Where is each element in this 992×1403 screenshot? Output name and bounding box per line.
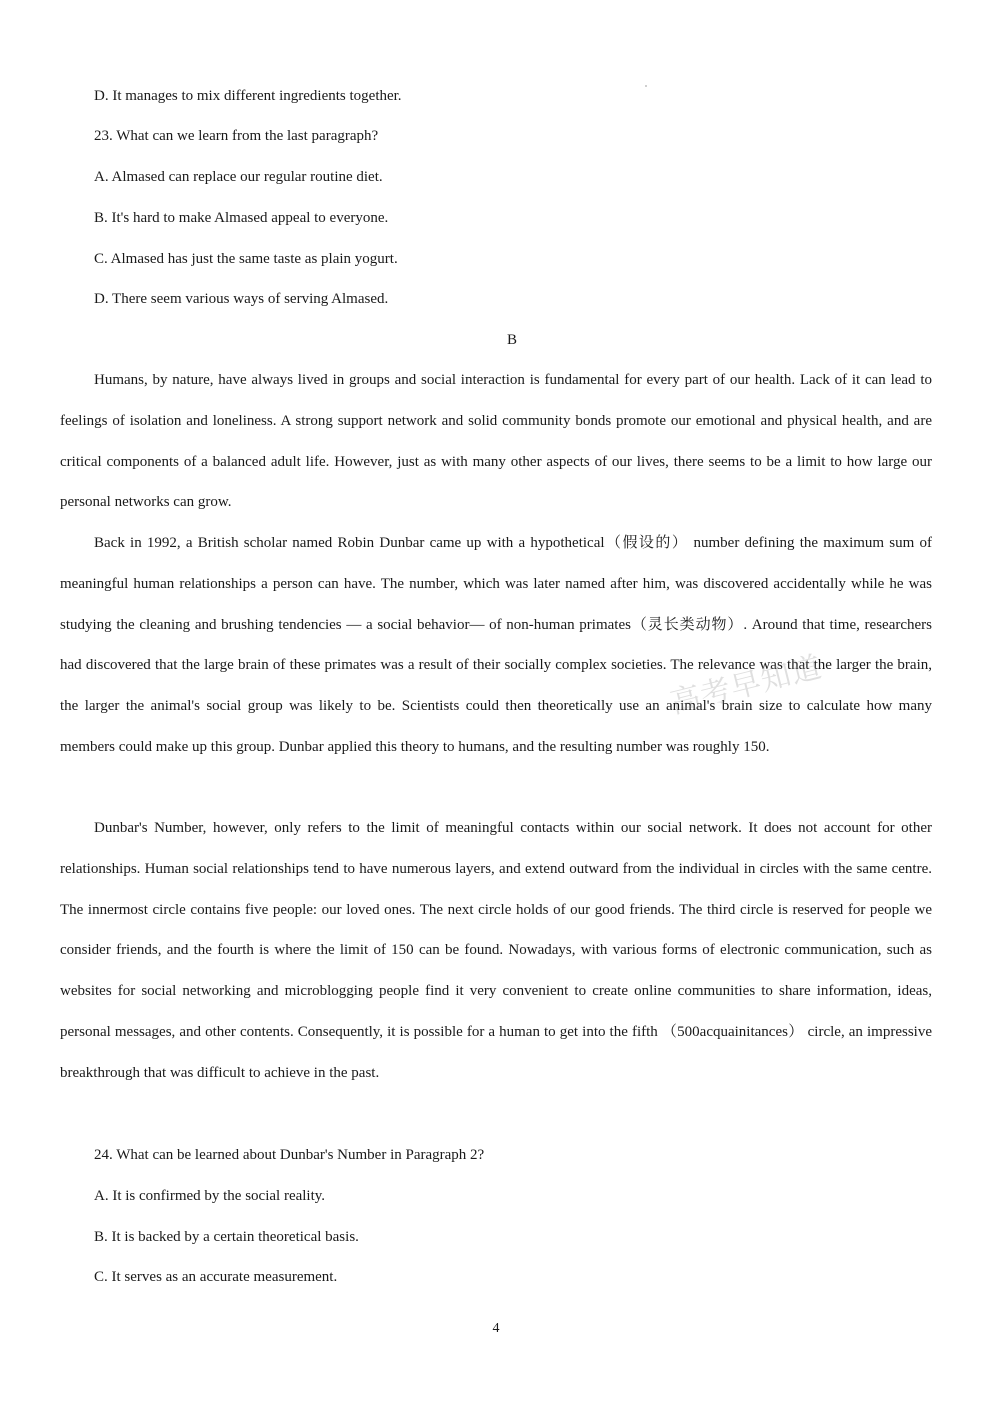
page-number: 4	[492, 1321, 500, 1336]
q24-option-b: B. It is backed by a certain theoretical basis.	[94, 1229, 359, 1245]
q24-option-c: C. It serves as an accurate measurement.	[94, 1269, 338, 1285]
q22-option-d: D. It manages to mix different ingredients together.	[94, 88, 402, 104]
q23-option-d: D. There seem various ways of serving Almased.	[94, 291, 389, 307]
section-heading: B	[506, 332, 517, 348]
q23-stem: 23. What can we learn from the last paragraph?	[94, 128, 379, 144]
passage-paragraph-3: Dunbar's Number, however, only refers to the limit of meaningful contacts within our social network. It does not account for other relationships. Human social relationships tend to have numerous layers, and extend outward from the individual in circles with the same centre. The innermost circle contains five people: our loved ones. The next circle holds of our good friends. The third circle is reserved for people we consider friends, and the fourth is where the limit of 150 can be found. Nowadays, with various forms of electronic communication, such as websites for social networking and microblogging people find it very convenient to create online communities to share information, ideas, personal messages, and other contents. Consequently, it is possible for a human to get into the fifth （500acquainitances） circle, an impressive breakthrough that was difficult to achieve in the past.	[60, 820, 932, 1081]
q24-stem: 24. What can be learned about Dunbar's Number in Paragraph 2?	[94, 1147, 485, 1163]
passage-paragraph-1: Humans, by nature, have always lived in groups and social interaction is fundamental for every part of our health. Lack of it can lead to feelings of isolation and loneliness. A strong support network and solid community bonds promote our emotional and physical health, and are critical components of a balanced adult life. However, just as with many other aspects of our lives, there seems to be a limit to how large our personal networks can grow.	[60, 372, 932, 511]
passage-paragraph-2: Back in 1992, a British scholar named Robin Dunbar came up with a hypothetical（假设的） number defining the maximum sum of meaningful human relationships a person can have. The number, which was later named after him, was discovered accidentally while he was studying the cleaning and brushing tendencies — a social behavior— of non-human primates（灵长类动物）. Around that time, researchers had discovered that the large brain of these primates was a result of their socially complex societies. The relevance was that the larger the brain, the larger the animal's social group was likely to be. Scientists could then theoretically use an animal's brain size to calculate how many members could make up this group. Dunbar applied this theory to humans, and the resulting number was roughly 150.	[60, 535, 932, 755]
scan-speck	[645, 85, 647, 87]
watermark: 高考早知道	[666, 649, 826, 722]
q24-option-a: A. It is confirmed by the social reality.	[94, 1188, 326, 1204]
q23-option-c: C. Almased has just the same taste as plain yogurt.	[94, 251, 398, 267]
q23-option-b: B. It's hard to make Almased appeal to everyone.	[94, 210, 389, 226]
q23-option-a: A. Almased can replace our regular routine diet.	[94, 169, 383, 185]
